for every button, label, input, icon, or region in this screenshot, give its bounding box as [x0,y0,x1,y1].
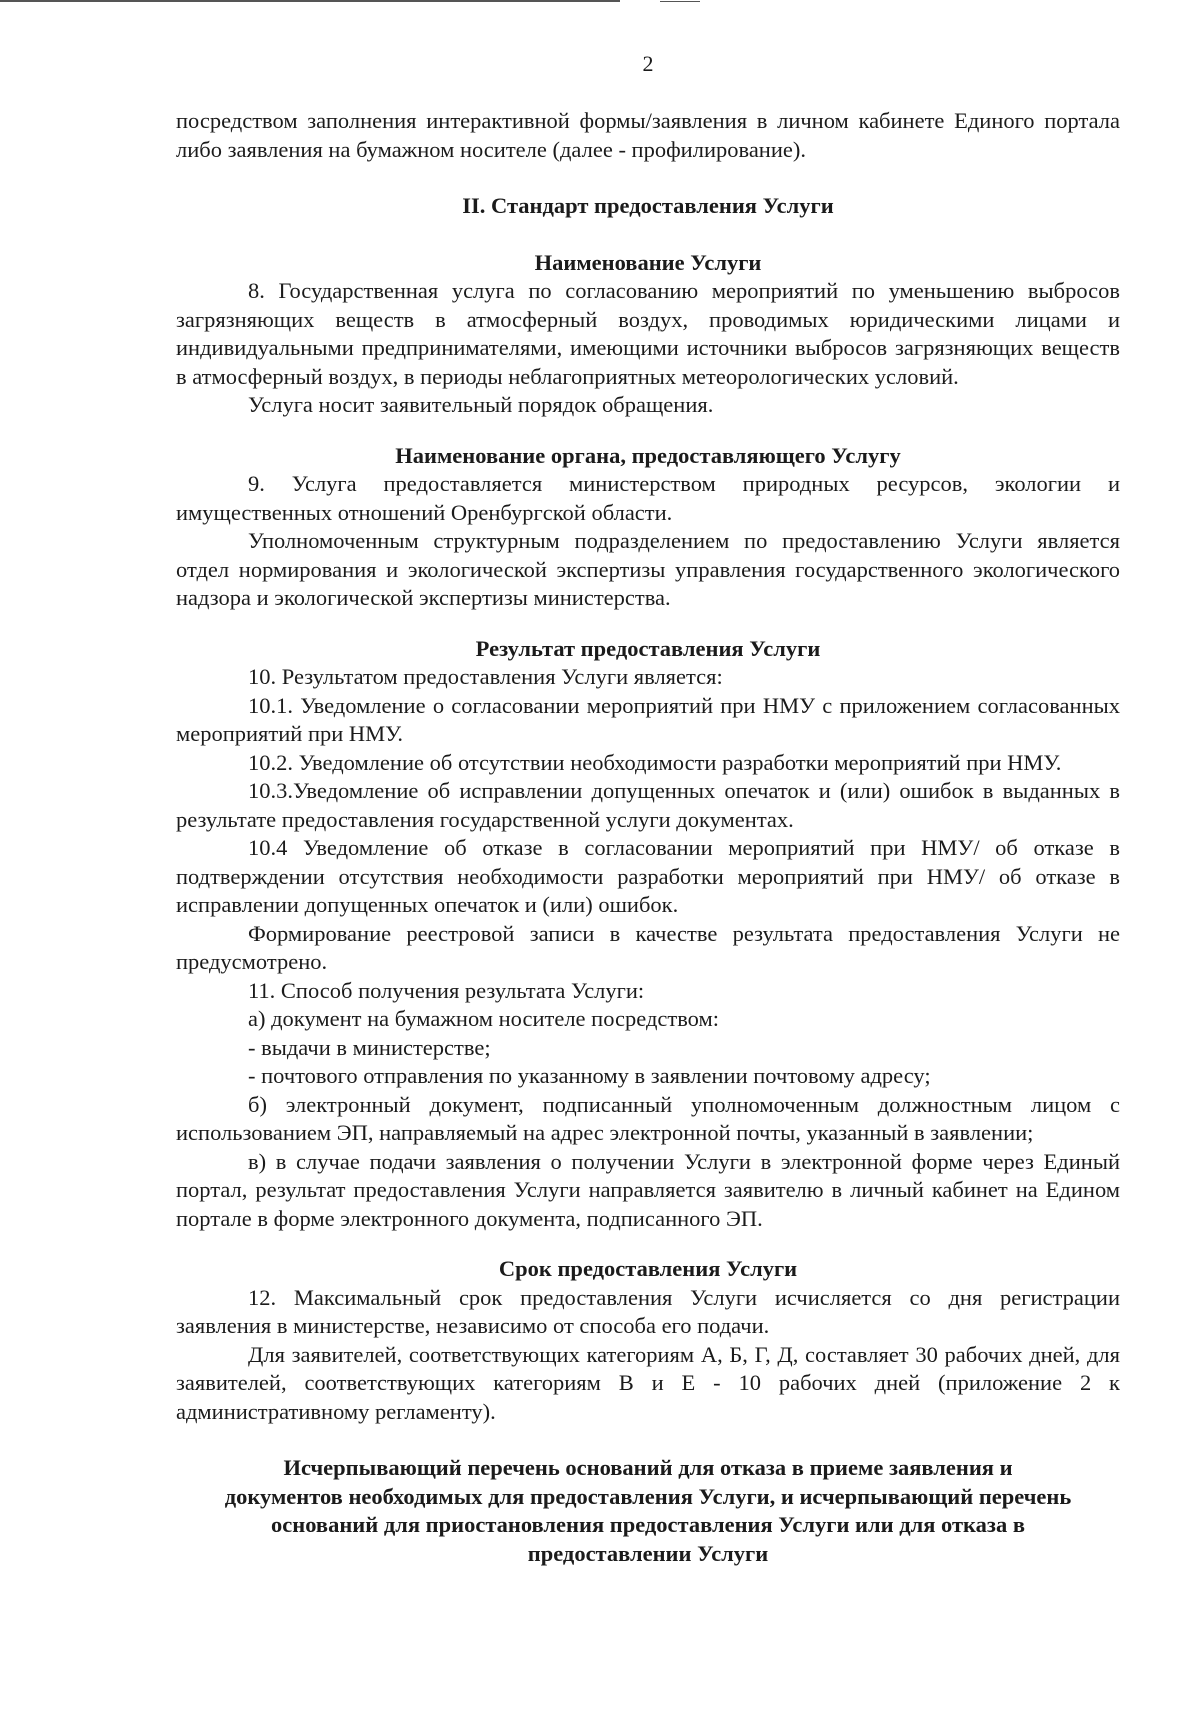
paragraph-10: 10. Результатом предоставления Услуги является: [248,664,723,689]
paragraph-10-2: 10.2. Уведомление об отсутствии необходимости разработки мероприятий при НМУ. [248,749,1062,775]
paragraph-11-a-1: - выдачи в министерстве; [248,1034,491,1060]
paragraph-10-4: 10.4 Уведомление об отказе в согласовании мероприятий при НМУ/ об отказе в подтверждении отсутствия необходимости разработки мероприятий при НМУ/ об отказе в исправлении допущенных опечаток и (или) ошибок. [176,835,1120,917]
heading-result: Результат предоставления Услуги [475,635,821,661]
heading-term: Срок предоставления Услуги [498,1256,798,1281]
scan-edge-line [660,1,700,2]
heading-grounds-line-4: предоставлении Услуги [527,1540,769,1566]
paragraph-9: 9. Услуга предоставляется министерством природных ресурсов, экологии и имущественных отношений Оренбургской области. [176,471,1120,525]
heading-grounds-line-3: оснований для приостановления предоставления Услуги или для отказа в [271,1512,1025,1537]
heading-grounds-line-2: документов необходимых для предоставления Услуги, и исчерпывающий перечень [224,1483,1072,1509]
intro-paragraph: посредством заполнения интерактивной формы/заявления в личном кабинете Единого портала либо заявления на бумажном носителе (далее - профилирование). [176,108,1120,162]
paragraph-9-division: Уполномоченным структурным подразделением по предоставлению Услуги является отдел нормирования и экологической экспертизы управления государственного экологического надзора и экологической экспертизы министерства. [176,528,1120,610]
paragraph-11: 11. Способ получения результата Услуги: [248,977,645,1003]
paragraph-12-categories: Для заявителей, соответствующих категориям А, Б, Г, Д, составляет 30 рабочих дней, для заявителей, соответствующих категориям В и Е - 10 рабочих дней (приложение 2 к административному регламенту). [176,1341,1120,1424]
document-body [176,107,1120,1568]
paragraph-10-registry: Формирование реестровой записи в качестве результата предоставления Услуги не предусмотрено. [176,920,1120,974]
heading-grounds-line-1: Исчерпывающий перечень оснований для отказа в приеме заявления и [283,1455,1013,1480]
heading-organ: Наименование органа, предоставляющего Услугу [395,442,901,468]
paragraph-8: 8. Государственная услуга по согласованию мероприятий по уменьшению выбросов загрязняющих веществ в атмосферный воздух, проводимых юридическими лицами и индивидуальными предпринимателями, имеющими источники выбросов загрязняющих веществ в атмосферный воздух, в периоды неблагоприятных метеорологических условий. [176,278,1120,389]
paragraph-10-3: 10.3.Уведомление об исправлении допущенных опечаток и (или) ошибок в выданных в результате предоставления государственной услуги документах. [176,778,1120,832]
heading-service-name: Наименование Услуги [534,249,762,275]
paragraph-10-1: 10.1. Уведомление о согласовании мероприятий при НМУ с приложением согласованных мероприятий при НМУ. [176,692,1120,746]
paragraph-11-b: б) электронный документ, подписанный уполномоченным должностным лицом с использованием ЭП, направляемый на адрес электронной почты, указанный в заявлении; [176,1091,1120,1145]
paragraph-11-c: в) в случае подачи заявления о получении Услуги в электронной форме через Единый портал, результат предоставления Услуги направляется заявителю в личный кабинет на Едином портале в форме электронного документа, подписанного ЭП. [176,1148,1120,1231]
paragraph-11-a: а) документ на бумажном носителе посредством: [248,1006,719,1031]
paragraph-8-order: Услуга носит заявительный порядок обращения. [248,392,714,417]
section-title: II. Стандарт предоставления Услуги [462,193,834,218]
page-number: 2 [642,51,654,76]
paragraph-12: 12. Максимальный срок предоставления Услуги исчисляется со дня регистрации заявления в министерстве, независимо от способа его подачи. [176,1284,1120,1338]
paragraph-11-a-2: - почтового отправления по указанному в заявлении почтовому адресу; [248,1063,931,1088]
scan-edge-line [0,0,620,2]
